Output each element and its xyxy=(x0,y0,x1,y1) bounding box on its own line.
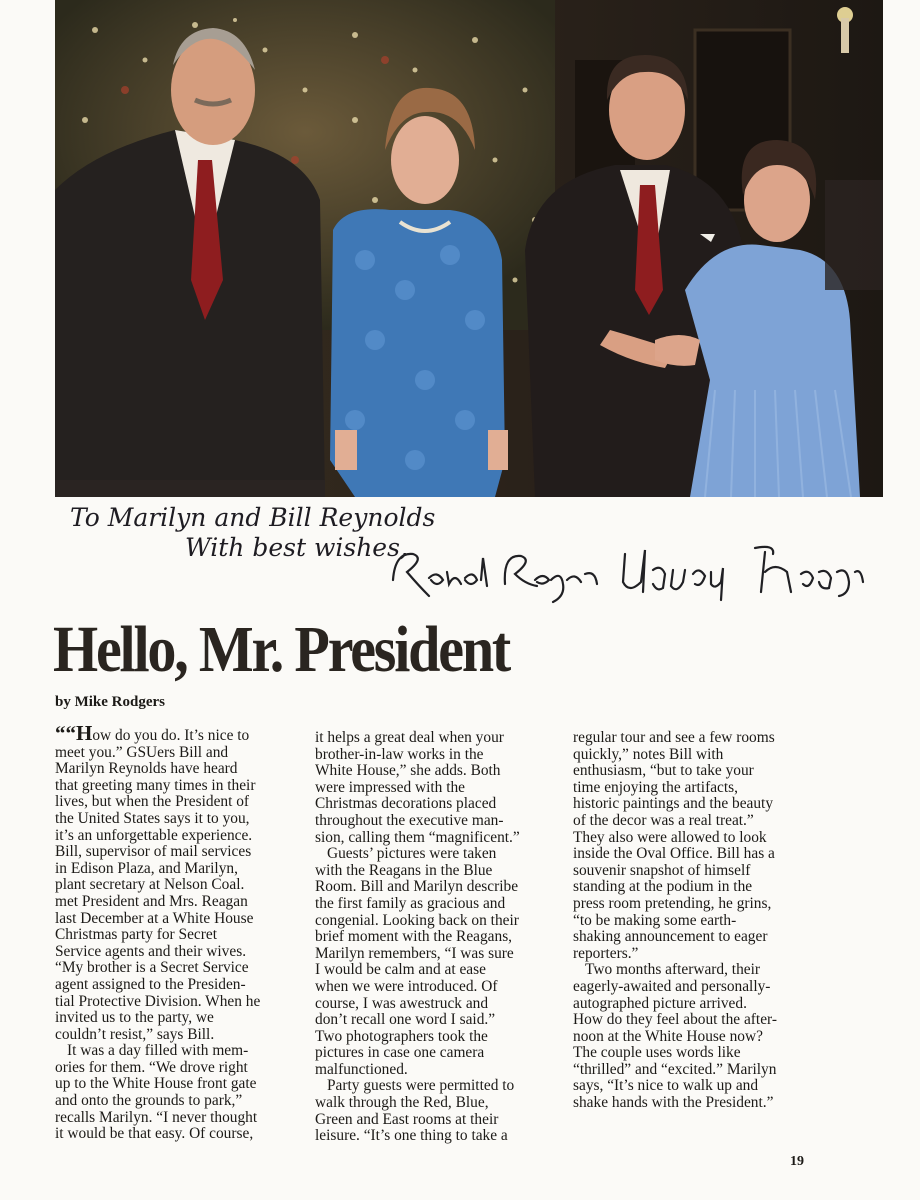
text-line: the United States says it to you, xyxy=(55,809,250,827)
text-line: time enjoying the artifacts, xyxy=(573,778,738,796)
text-line: recalls Marilyn. “I never thought xyxy=(55,1108,258,1126)
page-number: 19 xyxy=(790,1154,804,1169)
text-line: met President and Mrs. Reagan xyxy=(55,892,248,910)
text-line: ories for them. “We drove right xyxy=(55,1058,248,1076)
text-line: autographed picture arrived. xyxy=(573,994,747,1012)
text-line: How do they feel about the after- xyxy=(573,1011,777,1029)
text-line: Guests’ pictures were taken xyxy=(327,845,497,863)
text-line: enthusiasm, “but to take your xyxy=(573,762,754,780)
text-line: It was a day filled with mem- xyxy=(67,1042,249,1060)
text-line: malfunctioned. xyxy=(315,1060,408,1078)
text-line: regular tour and see a few rooms xyxy=(573,729,775,746)
text-line: lives, but when the President of xyxy=(55,793,250,811)
text-line: and onto the grounds to park,” xyxy=(55,1092,243,1110)
text-line: Marilyn remembers, “I was sure xyxy=(315,944,514,962)
text-line: eagerly-awaited and personally- xyxy=(573,977,771,995)
text-line: reporters.” xyxy=(573,944,639,962)
photograph xyxy=(55,0,883,497)
text-line: souvenir snapshot of himself xyxy=(573,861,751,879)
text-line: up to the White House front gate xyxy=(55,1075,257,1093)
text-line: White House,” she adds. Both xyxy=(315,762,501,780)
text-line: course, I was awestruck and xyxy=(315,994,489,1012)
text-line: Two months afterward, their xyxy=(585,961,761,979)
drop-cap: ““H xyxy=(55,721,93,745)
text-line: tial Protective Division. When he xyxy=(55,992,261,1010)
text-line: press room pretending, he grins, xyxy=(573,894,772,912)
text-line: it’s an unforgettable experience. xyxy=(55,826,253,844)
article-column-1 xyxy=(55,721,291,1143)
text-line: throughout the executive man- xyxy=(315,811,504,829)
text-line: sion, calling them “magnificent.” xyxy=(315,828,520,846)
text-line: Christmas party for Secret xyxy=(55,926,217,944)
text-line: Christmas decorations placed xyxy=(315,795,497,813)
text-line: couldn’t resist,” says Bill. xyxy=(55,1025,215,1043)
text-line: shaking announcement to eager xyxy=(573,928,768,946)
text-line: inside the Oval Office. Bill has a xyxy=(573,845,775,863)
article-column-3 xyxy=(573,730,813,1112)
text-line: noon at the White House now? xyxy=(573,1027,763,1045)
text-line: says, “It’s nice to walk up and xyxy=(573,1077,759,1095)
text-line: it helps a great deal when your xyxy=(315,729,504,746)
inscription-line-1: To Marilyn and Bill Reynolds xyxy=(70,503,436,532)
article-column-2 xyxy=(315,730,553,1145)
text-line: of the decor was a real treat.” xyxy=(573,811,754,829)
text-line: agent assigned to the Presiden- xyxy=(55,975,246,993)
text-line: last December at a White House xyxy=(55,909,254,927)
signature-nancy-reagan xyxy=(615,542,865,602)
text-line: “to be making some earth- xyxy=(573,911,737,929)
text-line: in Edison Plaza, and Marilyn, xyxy=(55,859,238,877)
text-line: Room. Bill and Marilyn describe xyxy=(315,878,519,896)
text-line: plant secretary at Nelson Coal. xyxy=(55,876,245,894)
text-line: walk through the Red, Blue, xyxy=(315,1094,489,1112)
text-line: standing at the podium in the xyxy=(573,878,753,896)
text-line: historic paintings and the beauty xyxy=(573,795,774,813)
text-line: “My brother is a Secret Service xyxy=(55,959,249,977)
text-line: don’t recall one word I said.” xyxy=(315,1011,496,1029)
handwritten-inscription xyxy=(70,503,435,563)
text-line: Service agents and their wives. xyxy=(55,942,247,960)
text-line: brief moment with the Reagans, xyxy=(315,928,513,946)
text-line: were impressed with the xyxy=(315,778,466,796)
text-line: meet you.” GSUers Bill and xyxy=(55,743,229,761)
text-line: I would be calm and at ease xyxy=(315,961,486,979)
text-line: quickly,” notes Bill with xyxy=(573,745,724,763)
text-line: Marilyn Reynolds have heard xyxy=(55,760,238,778)
text-line: They also were allowed to look xyxy=(573,828,767,846)
byline: by Mike Rodgers xyxy=(55,694,165,710)
text-line: congenial. Looking back on their xyxy=(315,911,519,929)
text-line: leisure. “It’s one thing to take a xyxy=(315,1127,508,1145)
inscription-line-2: With best wishes, xyxy=(185,533,408,562)
text-line: the first family as gracious and xyxy=(315,894,506,912)
text-line xyxy=(55,721,291,745)
text-line: shake hands with the President.” xyxy=(573,1094,774,1112)
text-line: Green and East rooms at their xyxy=(315,1110,499,1128)
text-line: Two photographers took the xyxy=(315,1027,488,1045)
text-line: “thrilled” and “excited.” Marilyn xyxy=(573,1060,777,1078)
text-line: when we were introduced. Of xyxy=(315,977,498,995)
text-line: that greeting many times in their xyxy=(55,776,256,794)
signature-ronald-reagan xyxy=(385,540,600,610)
text-line: Bill, supervisor of mail services xyxy=(55,843,252,861)
text-line: invited us to the party, we xyxy=(55,1009,214,1027)
text-line: pictures in case one camera xyxy=(315,1044,485,1062)
text-line: it would be that easy. Of course, xyxy=(55,1125,254,1143)
text-line: with the Reagans in the Blue xyxy=(315,861,493,879)
text-line: brother-in-law works in the xyxy=(315,745,484,763)
text-line: Party guests were permitted to xyxy=(327,1077,515,1095)
text-line-rest: ow do you do. It’s nice to xyxy=(92,727,250,744)
headline: Hello, Mr. President xyxy=(53,613,510,686)
text-line: The couple uses words like xyxy=(573,1044,741,1062)
